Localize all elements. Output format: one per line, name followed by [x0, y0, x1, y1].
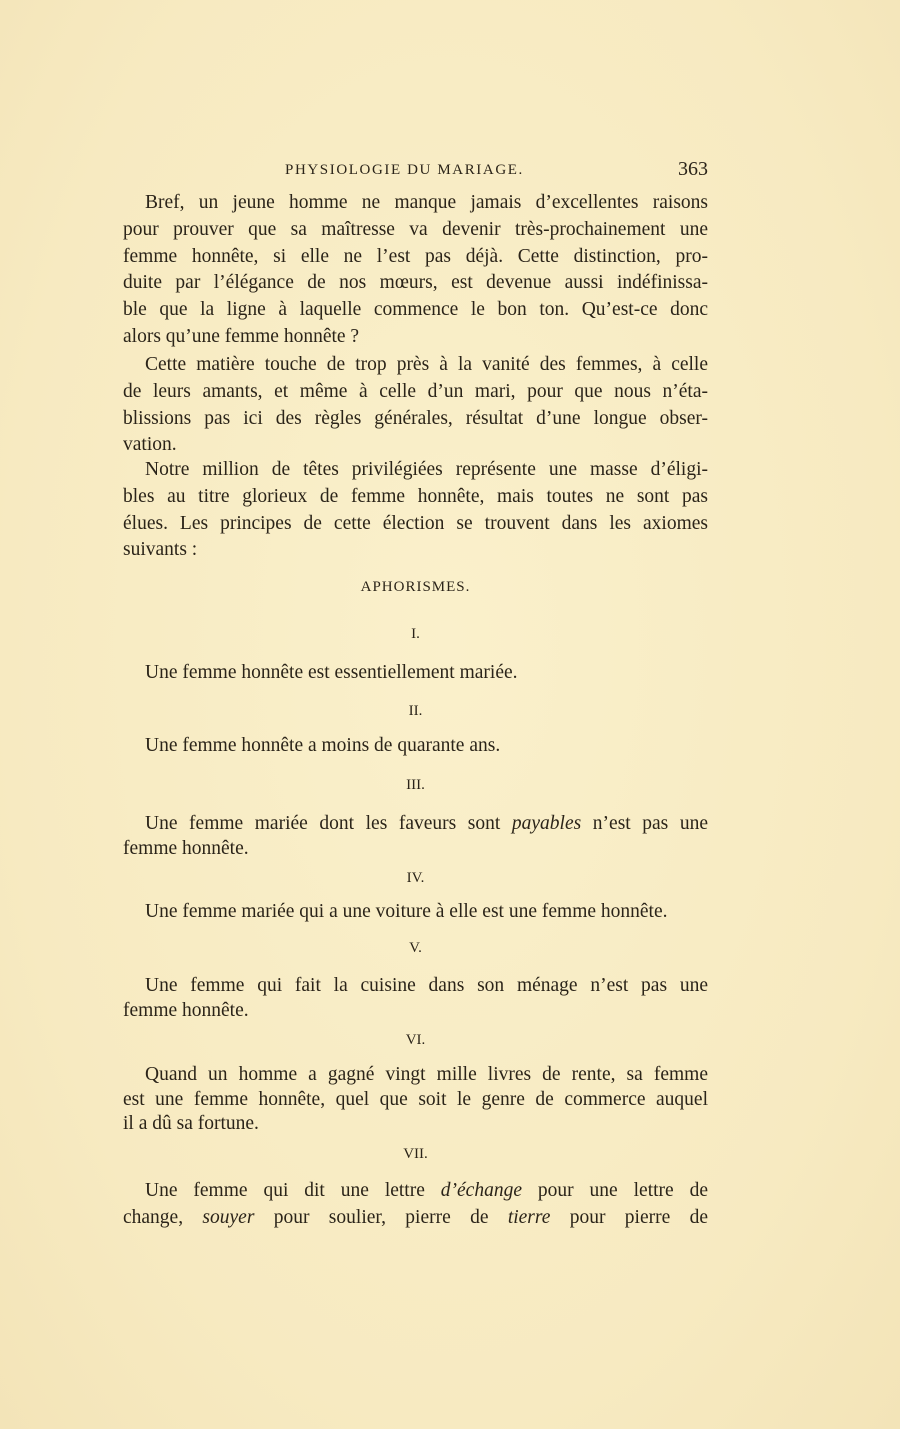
- aphorism-4: [123, 900, 708, 925]
- text-line: Une femme mariée qui a une voiture à elle est une femme honnête.: [145, 901, 668, 922]
- text-line: [123, 812, 708, 837]
- text-line: Une femme honnête a moins de quarante ans.: [145, 735, 501, 756]
- italic-word: payables: [511, 813, 582, 834]
- aphorism-numeral: V.: [409, 940, 422, 956]
- text-line: ble que la ligne à laquelle commence le bon ton. Qu’est-ce donc: [123, 299, 708, 321]
- text-line: Quand un homme a gagné vingt mille livres de rente, sa femme: [145, 1064, 708, 1085]
- text-segment: Une femme mariée dont les faveurs sont: [145, 813, 512, 834]
- text-line: femme honnête.: [123, 999, 249, 1021]
- running-header: [123, 158, 708, 184]
- text-segment: pour pierre de: [550, 1206, 708, 1228]
- aphorism-3: [123, 812, 708, 861]
- text-line: alors qu’une femme honnête ?: [123, 325, 360, 347]
- text-line: Cette matière touche de trop près à la vanité des femmes, à celle: [145, 354, 708, 375]
- section-heading: APHORISMES.: [360, 579, 471, 595]
- text-line: est une femme honnête, quel que soit le genre de commerce auquel: [123, 1088, 708, 1110]
- text-segment: n’est pas une: [581, 813, 708, 834]
- italic-word: d’échange: [440, 1180, 522, 1201]
- text-line: femme honnête, si elle ne l’est pas déjà. Cette distinction, pro-: [123, 245, 708, 267]
- aphorism-numeral: III.: [406, 777, 425, 793]
- aphorism-1: [123, 661, 708, 686]
- aphorism-numeral: II.: [408, 703, 423, 719]
- text-line: il a dû sa fortune.: [123, 1113, 259, 1134]
- text-line: [123, 1178, 708, 1205]
- aphorism-numeral: I.: [411, 626, 420, 642]
- text-line: pour prouver que sa maîtresse va devenir très-prochainement une: [123, 218, 708, 240]
- text-line: Une femme qui fait la cuisine dans son ménage n’est pas une: [145, 975, 708, 996]
- text-line: élues. Les principes de cette élection se trouvent dans les axiomes: [123, 512, 708, 534]
- aphorism-numeral: IV.: [406, 870, 425, 886]
- text-segment: change,: [123, 1206, 203, 1228]
- text-line: blissions pas ici des règles générales, résultat d’une longue obser-: [123, 407, 708, 429]
- text-line: Une femme honnête est essentiellement mariée.: [145, 662, 518, 683]
- aphorism-5: [123, 974, 708, 1023]
- aphorism-7: [123, 1178, 708, 1232]
- text-segment: Une femme qui dit une lettre: [145, 1180, 441, 1201]
- aphorism-2: [123, 734, 708, 759]
- text-segment: pour une lettre de: [522, 1180, 708, 1201]
- text-line: femme honnête.: [123, 837, 249, 859]
- aphorism-numeral: VI.: [405, 1032, 426, 1048]
- text-segment: pour soulier, pierre de: [254, 1206, 508, 1228]
- text-line: [123, 1205, 708, 1232]
- text-line: bles au titre glorieux de femme honnête, mais toutes ne sont pas: [123, 485, 708, 507]
- page-number: 363: [678, 158, 708, 180]
- paragraph-2: [123, 352, 708, 459]
- italic-word: souyer: [202, 1206, 255, 1228]
- aphorism-numeral: VII.: [403, 1146, 428, 1162]
- italic-word: tierre: [507, 1206, 551, 1228]
- text-line: vation.: [123, 434, 177, 456]
- text-line: duite par l’élégance de nos mœurs, est devenue aussi indéfinissa-: [123, 272, 708, 294]
- text-line: de leurs amants, et même à celle d’un mari, pour que nous n’éta-: [123, 380, 708, 402]
- paragraph-1: [123, 190, 708, 351]
- text-line: Bref, un jeune homme ne manque jamais d’excellentes raisons: [145, 192, 708, 213]
- paragraph-3: [123, 457, 708, 564]
- aphorism-6: [123, 1063, 708, 1137]
- text-line: suivants :: [123, 539, 198, 561]
- running-title: PHYSIOLOGIE DU MARIAGE.: [285, 162, 524, 178]
- text-line: Notre million de têtes privilégiées représente une masse d’éligi-: [145, 459, 708, 480]
